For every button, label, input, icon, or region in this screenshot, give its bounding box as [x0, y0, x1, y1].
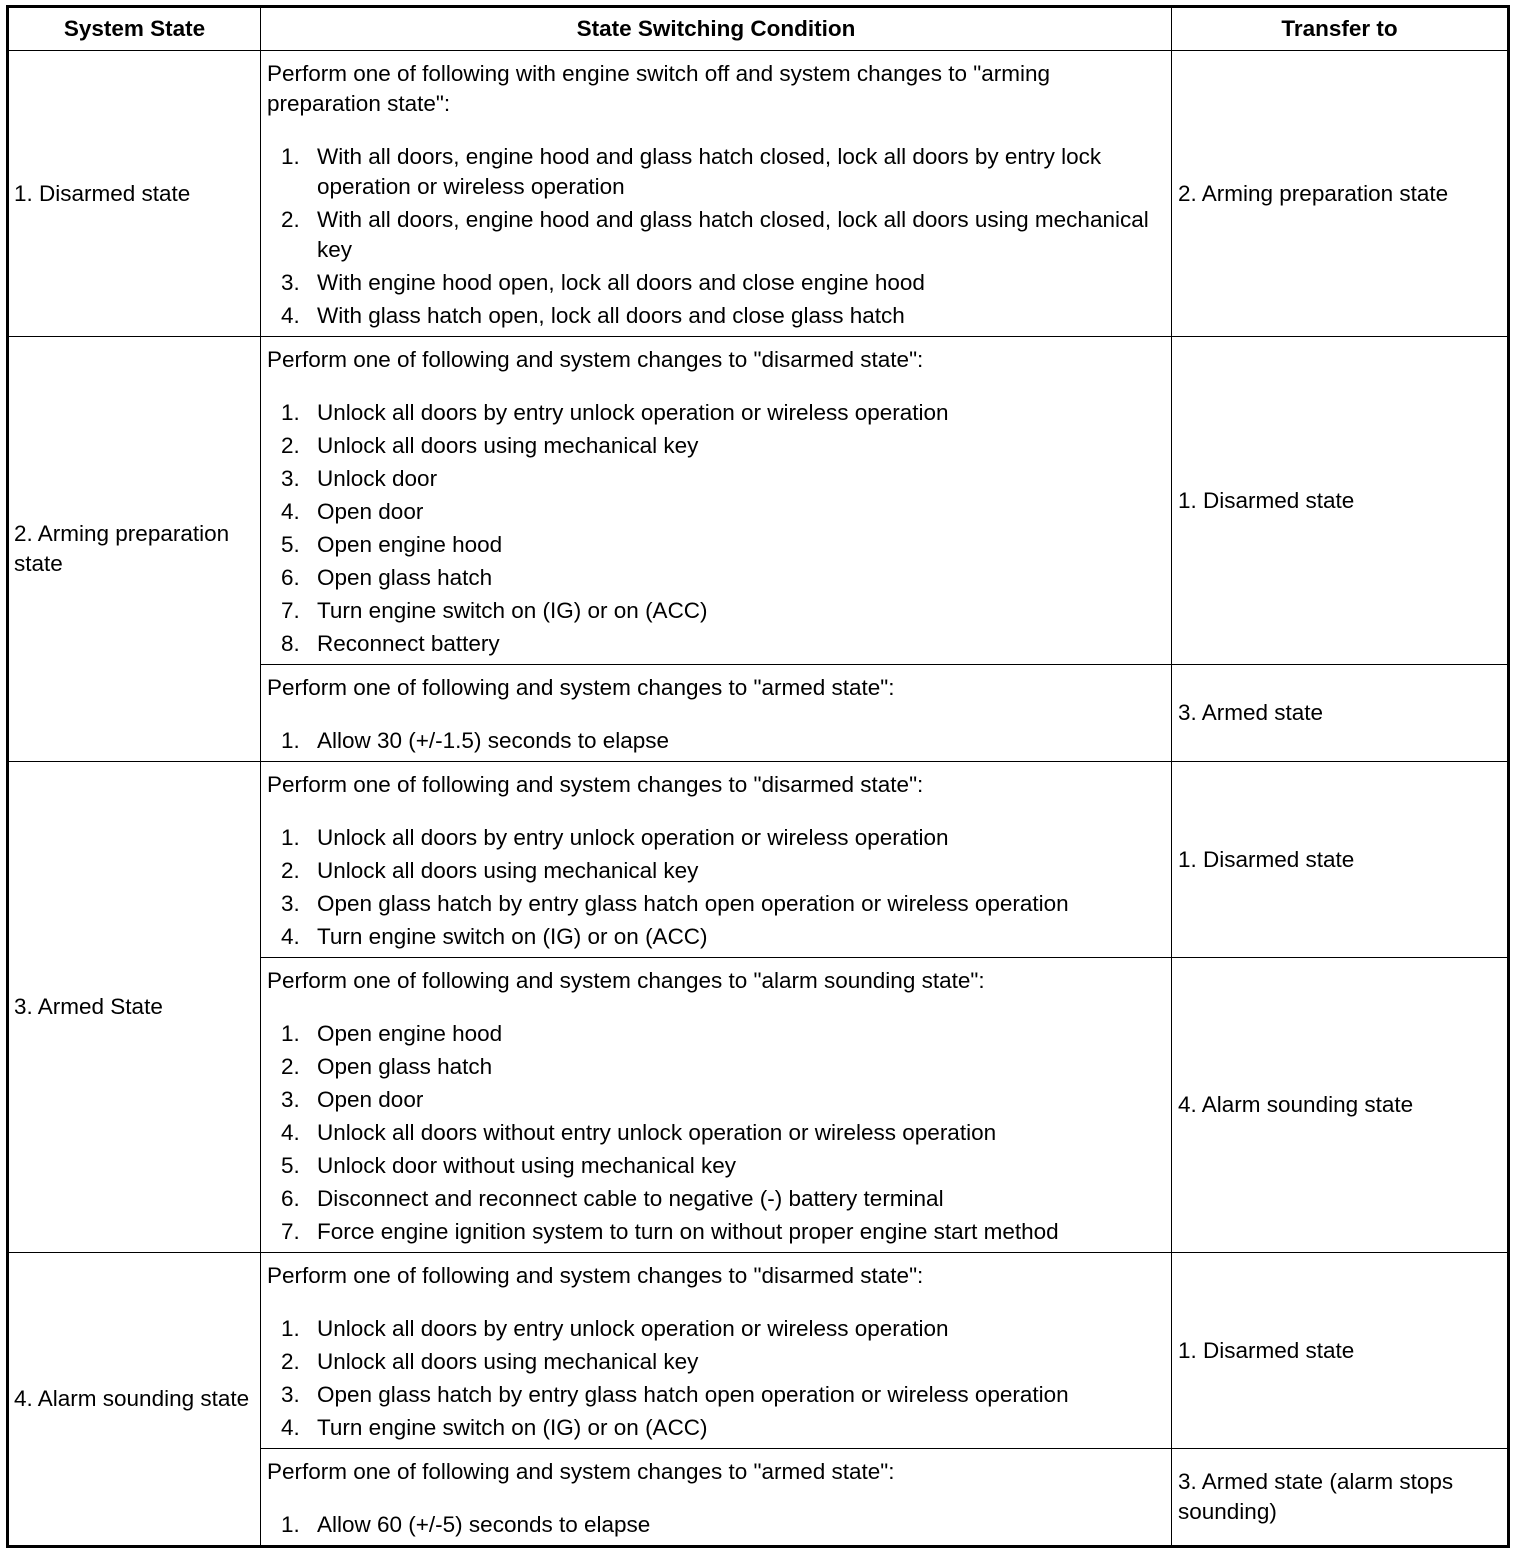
step-number: 4. [281, 499, 300, 524]
table-body [8, 51, 1509, 1547]
list-item [267, 268, 1163, 298]
step-number: 4. [281, 1120, 300, 1145]
condition-cell [261, 665, 1172, 762]
list-item [267, 1019, 1163, 1049]
step-number: 7. [281, 1219, 300, 1244]
step-text: Open engine hood [317, 532, 503, 557]
step-text: With glass hatch open, lock all doors and close glass hatch [317, 303, 905, 328]
step-text: Open engine hood [317, 1021, 503, 1046]
list-item [267, 1314, 1163, 1344]
header-transfer-to: Transfer to [1172, 7, 1509, 51]
system-state-cell: 2. Arming preparation state [8, 337, 261, 762]
state-transition-table [6, 5, 1510, 1548]
step-number: 1. [281, 1316, 300, 1341]
step-number: 1. [281, 825, 300, 850]
step-text: With all doors, engine hood and glass hatch closed, lock all doors by entry lock operation or wireless operation [317, 144, 1102, 199]
step-text: Open glass hatch by entry glass hatch open operation or wireless operation [317, 891, 1069, 916]
system-state-cell: 3. Armed State [8, 762, 261, 1253]
header-condition: State Switching Condition [261, 7, 1172, 51]
list-item [267, 922, 1163, 952]
header-system-state: System State [8, 7, 261, 51]
step-text: Unlock all doors using mechanical key [317, 1349, 699, 1374]
step-number: 3. [281, 891, 300, 916]
transfer-to-cell: 1. Disarmed state [1172, 1253, 1509, 1449]
step-text: Unlock door [317, 466, 438, 491]
transfer-to-cell: 1. Disarmed state [1172, 337, 1509, 665]
list-item [267, 563, 1163, 593]
list-item [267, 823, 1163, 853]
step-text: Unlock all doors using mechanical key [317, 433, 699, 458]
step-number: 4. [281, 924, 300, 949]
step-number: 2. [281, 1054, 300, 1079]
step-number: 3. [281, 466, 300, 491]
condition-intro: Perform one of following and system changes to "disarmed state": [267, 772, 924, 797]
step-text: Reconnect battery [317, 631, 500, 656]
condition-cell [261, 1253, 1172, 1449]
condition-cell [261, 762, 1172, 958]
list-item [267, 464, 1163, 494]
system-state-cell: 1. Disarmed state [8, 51, 261, 337]
condition-steps-list [267, 142, 1163, 331]
step-text: Disconnect and reconnect cable to negative (-) battery terminal [317, 1186, 944, 1211]
step-text: Open glass hatch by entry glass hatch open operation or wireless operation [317, 1382, 1069, 1407]
list-item [267, 726, 1163, 756]
step-text: Unlock door without using mechanical key [317, 1153, 736, 1178]
step-number: 6. [281, 565, 300, 590]
step-text: Open door [317, 499, 424, 524]
step-number: 3. [281, 1382, 300, 1407]
document-page [6, 5, 1507, 1548]
list-item [267, 1118, 1163, 1148]
step-text: Unlock all doors by entry unlock operation or wireless operation [317, 1316, 949, 1341]
condition-cell [261, 958, 1172, 1253]
step-number: 4. [281, 303, 300, 328]
step-number: 2. [281, 1349, 300, 1374]
step-text: Open door [317, 1087, 424, 1112]
step-text: Open glass hatch [317, 565, 493, 590]
table-row [8, 51, 1509, 337]
condition-steps-list [267, 1510, 1163, 1540]
step-text: Allow 30 (+/-1.5) seconds to elapse [317, 728, 670, 753]
step-text: Unlock all doors without entry unlock operation or wireless operation [317, 1120, 997, 1145]
step-number: 2. [281, 858, 300, 883]
step-number: 2. [281, 433, 300, 458]
transfer-to-cell: 1. Disarmed state [1172, 762, 1509, 958]
step-number: 3. [281, 270, 300, 295]
step-text: With all doors, engine hood and glass hatch closed, lock all doors using mechanical key [317, 207, 1149, 262]
condition-intro: Perform one of following and system changes to "armed state": [267, 1459, 895, 1484]
step-number: 1. [281, 1021, 300, 1046]
step-number: 1. [281, 1512, 300, 1537]
list-item [267, 530, 1163, 560]
step-text: Unlock all doors by entry unlock operation or wireless operation [317, 400, 949, 425]
list-item [267, 1380, 1163, 1410]
condition-intro: Perform one of following with engine switch off and system changes to "arming preparation state": [267, 61, 1050, 116]
step-text: Turn engine switch on (IG) or on (ACC) [317, 924, 708, 949]
step-number: 8. [281, 631, 300, 656]
condition-steps-list [267, 1314, 1163, 1443]
list-item [267, 1085, 1163, 1115]
step-number: 6. [281, 1186, 300, 1211]
table-row [8, 762, 1509, 958]
list-item [267, 596, 1163, 626]
step-text: Turn engine switch on (IG) or on (ACC) [317, 1415, 708, 1440]
condition-cell [261, 337, 1172, 665]
step-text: With engine hood open, lock all doors and close engine hood [317, 270, 925, 295]
list-item [267, 1510, 1163, 1540]
step-number: 1. [281, 144, 300, 169]
list-item [267, 1184, 1163, 1214]
list-item [267, 1413, 1163, 1443]
step-number: 4. [281, 1415, 300, 1440]
table-row [8, 1253, 1509, 1449]
transfer-to-cell: 3. Armed state [1172, 665, 1509, 762]
condition-cell [261, 51, 1172, 337]
step-text: Unlock all doors by entry unlock operation or wireless operation [317, 825, 949, 850]
condition-steps-list [267, 823, 1163, 952]
transfer-to-cell: 3. Armed state (alarm stops sounding) [1172, 1449, 1509, 1547]
condition-intro: Perform one of following and system changes to "alarm sounding state": [267, 968, 985, 993]
step-number: 3. [281, 1087, 300, 1112]
step-text: Open glass hatch [317, 1054, 493, 1079]
list-item [267, 1217, 1163, 1247]
condition-intro: Perform one of following and system changes to "disarmed state": [267, 1263, 924, 1288]
step-text: Turn engine switch on (IG) or on (ACC) [317, 598, 708, 623]
list-item [267, 856, 1163, 886]
step-number: 5. [281, 1153, 300, 1178]
header-row [8, 7, 1509, 51]
list-item [267, 301, 1163, 331]
system-state-cell: 4. Alarm sounding state [8, 1253, 261, 1547]
list-item [267, 205, 1163, 265]
condition-steps-list [267, 398, 1163, 659]
list-item [267, 398, 1163, 428]
list-item [267, 889, 1163, 919]
transfer-to-cell: 4. Alarm sounding state [1172, 958, 1509, 1253]
step-text: Unlock all doors using mechanical key [317, 858, 699, 883]
list-item [267, 1347, 1163, 1377]
list-item [267, 1151, 1163, 1181]
step-text: Force engine ignition system to turn on without proper engine start method [317, 1219, 1059, 1244]
transfer-to-cell: 2. Arming preparation state [1172, 51, 1509, 337]
list-item [267, 497, 1163, 527]
step-text: Allow 60 (+/-5) seconds to elapse [317, 1512, 651, 1537]
step-number: 7. [281, 598, 300, 623]
table-row [8, 337, 1509, 665]
condition-steps-list [267, 1019, 1163, 1247]
step-number: 1. [281, 400, 300, 425]
step-number: 5. [281, 532, 300, 557]
step-number: 1. [281, 728, 300, 753]
list-item [267, 431, 1163, 461]
condition-steps-list [267, 726, 1163, 756]
condition-intro: Perform one of following and system changes to "disarmed state": [267, 347, 924, 372]
condition-intro: Perform one of following and system changes to "armed state": [267, 675, 895, 700]
list-item [267, 142, 1163, 202]
condition-cell [261, 1449, 1172, 1547]
list-item [267, 1052, 1163, 1082]
list-item [267, 629, 1163, 659]
step-number: 2. [281, 207, 300, 232]
